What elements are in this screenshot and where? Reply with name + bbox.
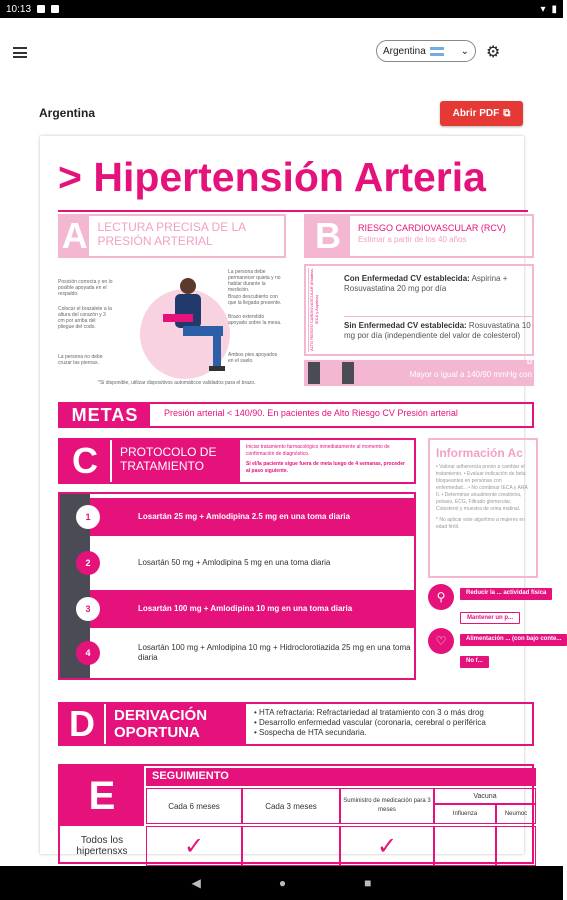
- column-group-header: Vacuna: [434, 788, 536, 804]
- risk-row-label: Con Enfermedad CV establecida:: [344, 274, 470, 283]
- column-header: Influenza: [434, 804, 496, 824]
- bike-icon: ⚲: [428, 584, 454, 610]
- column-header: Suministro de medicación para 3 meses: [340, 788, 434, 824]
- section-e-title: SEGUIMIENTO: [146, 768, 536, 786]
- treatment-step: [85, 498, 414, 536]
- doc-title: > Hipertensión Arteria: [58, 154, 486, 200]
- diagnosis-bar: [304, 360, 534, 386]
- open-pdf-label: Abrir PDF: [452, 108, 500, 119]
- step-number: 4: [76, 641, 100, 665]
- section-c-title: PROTOCOLO DE TRATAMIENTO: [110, 440, 240, 482]
- referral-item: • HTA refractaria: Refractariedad al tratamiento con 3 o más drog: [254, 708, 484, 717]
- section-c-letter: C: [60, 440, 110, 482]
- notification-icon: [37, 5, 45, 13]
- page-title: Argentina: [39, 106, 96, 120]
- table-cell: [496, 826, 536, 866]
- lifestyle-pill: Mantener un p...: [460, 612, 520, 624]
- page-header: [0, 86, 563, 136]
- recents-icon[interactable]: ■: [364, 876, 372, 890]
- section-e: [58, 764, 534, 864]
- section-b-letter: B: [306, 216, 350, 256]
- figure-note: Colocar el brazalete a la altura del corazón y 3 cm por arriba del pliegue del codo.: [58, 306, 112, 330]
- section-b-subtitle: Estimar a partir de los 40 años: [358, 235, 467, 244]
- risk-row-label: Sin Enfermedad CV establecida:: [344, 321, 467, 330]
- risk-side-label: ALTO RIESGO CARDIOVASCULAR (Estatina, IECA y Aspirina): [308, 268, 326, 352]
- lifestyle-pill: No f...: [460, 656, 489, 668]
- external-link-icon: ⧉: [503, 108, 511, 119]
- section-b: [304, 214, 534, 258]
- column-header: Cada 6 meses: [146, 788, 242, 824]
- table-cell: [242, 826, 340, 866]
- divider: [58, 210, 528, 212]
- home-icon[interactable]: ●: [278, 876, 287, 890]
- risk-box: [304, 264, 534, 356]
- treatment-step: [85, 544, 414, 582]
- clock: 10:13: [6, 3, 32, 15]
- step-text: Losartán 50 mg + Amlodipina 5 mg en una toma diaria: [138, 558, 331, 567]
- bp-measurement-figure: [58, 264, 288, 394]
- section-e-letter: E: [60, 766, 144, 826]
- section-d-list: [246, 704, 532, 744]
- stethoscope-icon: ♡: [428, 628, 454, 654]
- risk-row-text: Rosuvastatina 10 mg por día (independiente del valor de colesterol): [344, 321, 531, 340]
- status-bar: [0, 0, 563, 18]
- battery-icon: ▮: [551, 3, 557, 15]
- metas-bar: [58, 402, 534, 428]
- risk-row-text: Aspirina + Rosuvastatina 20 mg por día: [344, 274, 508, 293]
- row-label: Todos los hipertensxs: [76, 835, 128, 857]
- chevron-down-icon: ⌄: [460, 45, 469, 57]
- risk-row: [344, 316, 534, 341]
- treatment-steps: [58, 492, 416, 680]
- back-icon[interactable]: ◀: [191, 876, 201, 890]
- step-number: 3: [76, 597, 100, 621]
- figure-note: Brazo extendido apoyado sobre la mesa.: [228, 314, 282, 326]
- section-a: [58, 214, 286, 258]
- metas-text: Presión arterial < 140/90. En pacientes de Alto Riesgo CV Presión arterial: [164, 408, 458, 418]
- info-title: Información Ac: [436, 446, 523, 460]
- bar-block: [342, 362, 354, 384]
- figure-note: Ambos pies apoyados en el suelo.: [228, 352, 278, 364]
- app-bar: [0, 18, 563, 86]
- step-text: Losartán 25 mg + Amlodipina 2.5 mg en una toma diaria: [138, 512, 350, 521]
- section-a-letter: A: [61, 215, 88, 256]
- menu-icon[interactable]: [13, 47, 27, 58]
- metas-label: METAS: [60, 404, 150, 426]
- seated-person-icon: [153, 274, 233, 384]
- diagnosis-bar-text: Mayor o igual a 140/90 mmHg con: [409, 370, 532, 379]
- country-select-value: Argentina: [383, 45, 426, 57]
- table-cell: [434, 826, 496, 866]
- section-b-title: RIESGO CARDIOVASCULAR (RCV): [358, 223, 506, 233]
- step-text: Losartán 100 mg + Amlodipina 10 mg + Hidroclorotiazida 25 mg en una toma diaria: [138, 643, 411, 662]
- section-c-bold-note: Si el/la paciente sigue fuera de meta luego de 4 semanas, proceder al paso siguiente.: [246, 461, 405, 474]
- gear-icon[interactable]: ⚙: [486, 44, 501, 61]
- info-body: • Valorar adherencia previo a cambiar el tratamiento. • Evaluar indicación de beta bloqueantes en personas con enfermedad... • No combinar IECA y ARA II. • Determinar anualmente creatinina, potasio, ECG, Filtrado glomerular, Colesterol y muestra de orina matinal.: [436, 464, 528, 512]
- figure-note: Posición correcta y en lo posible apoyada en el respaldo.: [58, 279, 113, 297]
- referral-item: • Desarrollo enfermedad vascular (coronaria, cerebral o periférica: [254, 718, 486, 727]
- column-header: Neumoc: [496, 804, 536, 824]
- figure-note: Brazo descubierto con que la llegada presente.: [228, 294, 282, 306]
- info-note: * No aplicar este algoritmo a mujeres en edad fértil.: [436, 517, 525, 530]
- wifi-icon: ▾: [540, 3, 546, 15]
- lifestyle-pill: Alimentación ... (con bajo conte...: [460, 634, 567, 646]
- open-pdf-button[interactable]: [440, 101, 523, 126]
- section-c: [58, 438, 416, 484]
- section-d-letter: D: [60, 704, 104, 744]
- step-number: 2: [76, 551, 100, 575]
- sd-card-icon: [51, 5, 59, 13]
- check-icon: ✓: [340, 826, 434, 866]
- section-a-title: LECTURA PRECISA DE LA PRESIÓN ARTERIAL: [97, 220, 246, 248]
- referral-item: • Sospecha de HTA secundaria.: [254, 728, 367, 737]
- navigation-bar: [0, 866, 563, 900]
- treatment-step: [85, 590, 414, 628]
- column-header: Cada 3 meses: [242, 788, 340, 824]
- section-c-note: Iniciar tratamiento farmacológico inmediatamente al momento de confirmación de diagnóstico.: [246, 444, 390, 457]
- step-text: Losartán 100 mg + Amlodipina 10 mg en una toma diaria: [138, 604, 353, 613]
- diagnosis-bar-label: D: [526, 359, 532, 366]
- step-number: 1: [76, 505, 100, 529]
- country-select[interactable]: [376, 40, 476, 62]
- lifestyle-pill: Reducir la ... actividad física: [460, 588, 552, 600]
- figure-footnote: *Si disponible, utilizar dispositivos automáticos validados para el brazo.: [98, 380, 256, 386]
- pdf-preview[interactable]: [40, 136, 562, 860]
- info-box: [428, 438, 538, 578]
- risk-row: [344, 274, 534, 294]
- section-c-text: [240, 440, 414, 482]
- flag-icon: [430, 47, 444, 56]
- treatment-step: [85, 634, 414, 672]
- section-d-title: DERIVACIÓN OPORTUNA: [104, 704, 246, 744]
- section-d: [58, 702, 534, 746]
- bar-block: [308, 362, 320, 384]
- check-icon: ✓: [146, 826, 242, 866]
- figure-note: La persona debe permanecer quieta y no hablar durante la medición.: [228, 269, 281, 293]
- figure-note: La persona no debe cruzar las piernas.: [58, 354, 103, 366]
